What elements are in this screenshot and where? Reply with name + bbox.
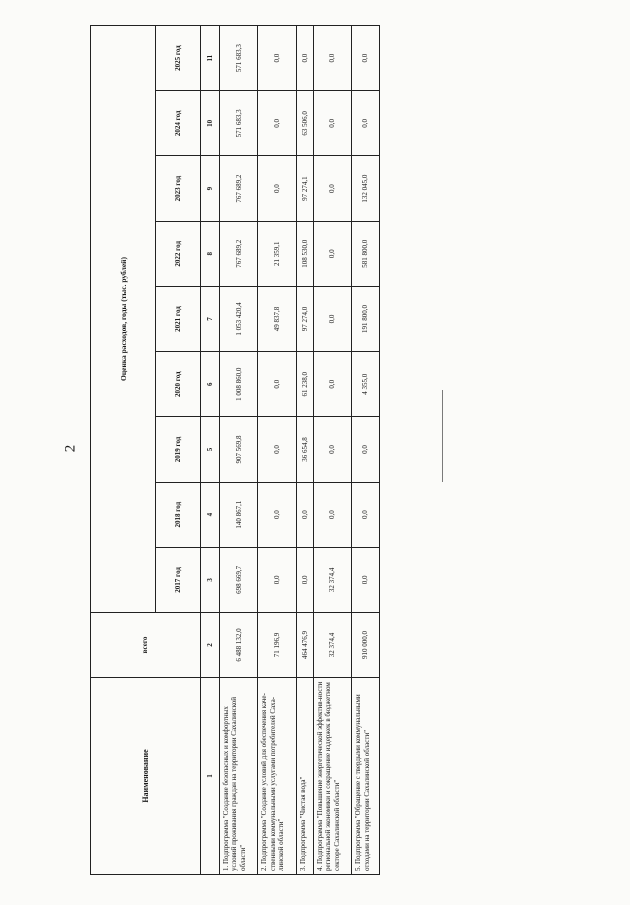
row-value: 0,0 [352,91,380,156]
row-value: 191 800,0 [352,286,380,351]
row-value: 0,0 [296,482,313,547]
row-value: 0,0 [313,417,351,482]
header-year: 2017 год [156,547,201,612]
row-value: 1 008 860,0 [220,352,258,417]
table-row [313,26,351,875]
row-value: 132 045,0 [352,156,380,221]
row-value: 581 800,0 [352,221,380,286]
header-column-number: 7 [201,286,220,351]
row-value: 767 689,2 [220,221,258,286]
header-year: 2018 год [156,482,201,547]
table-row [258,26,296,875]
header-year: 2020 год [156,352,201,417]
header-column-number: 3 [201,547,220,612]
row-value: 97 274,1 [296,156,313,221]
row-value: 0,0 [258,547,296,612]
budget-table-rotated [90,25,380,875]
row-value: 0,0 [296,547,313,612]
row-value: 0,0 [258,417,296,482]
row-value: 21 359,1 [258,221,296,286]
row-value: 0,0 [313,221,351,286]
row-value: 464 476,9 [296,613,313,678]
row-value: 0,0 [313,91,351,156]
header-column-number: 9 [201,156,220,221]
row-value: 571 683,3 [220,91,258,156]
header-year: 2023 год [156,156,201,221]
row-name: 1. Подпрограмма "Создание безопасных и комфортных условий проживания граждан на территории Сахалинской области" [220,678,258,875]
header-column-number: 6 [201,352,220,417]
table-row [296,26,313,875]
row-value: 61 238,0 [296,352,313,417]
header-year: 2022 год [156,221,201,286]
row-value: 0,0 [313,482,351,547]
header-column-number: 10 [201,91,220,156]
header-column-number: 5 [201,417,220,482]
row-value: 910 000,0 [352,613,380,678]
table-row [352,26,380,875]
page-number: 2 [62,444,79,453]
row-value: 6 488 132,0 [220,613,258,678]
row-value: 140 867,1 [220,482,258,547]
row-value: 0,0 [313,352,351,417]
row-value: 32 374,4 [313,547,351,612]
row-name: 4. Подпрограмма "Повышение энергетической эффектив-ности региональной экономики и сокращение издержек в бюджетном секторе Сахалинской области" [313,678,351,875]
row-value: 97 274,0 [296,286,313,351]
table-row [220,26,258,875]
row-value: 71 196,9 [258,613,296,678]
row-value: 571 683,3 [220,26,258,91]
header-year: 2021 год [156,286,201,351]
row-value: 0,0 [352,547,380,612]
scan-artifact-line [442,390,443,482]
row-value: 0,0 [296,26,313,91]
row-value: 49 837,8 [258,286,296,351]
row-value: 0,0 [352,26,380,91]
row-value: 0,0 [313,286,351,351]
row-value: 0,0 [258,482,296,547]
row-value: 108 530,0 [296,221,313,286]
header-column-number: 11 [201,26,220,91]
row-name: 5. Подпрограмма "Обращение с твердыми коммунальными отходами на территории Сахалинской области" [352,678,380,875]
row-value: 4 355,0 [352,352,380,417]
row-value: 0,0 [352,417,380,482]
row-value: 907 569,8 [220,417,258,482]
header-column-number: 1 [201,678,220,875]
header-estimate: Оценка расходов, годы (тыс. рублей) [91,26,156,613]
header-column-number: 4 [201,482,220,547]
row-value: 1 053 420,4 [220,286,258,351]
row-name: 3. Подпрограмма "Чистая вода" [296,678,313,875]
row-value: 63 506,0 [296,91,313,156]
row-value: 0,0 [258,26,296,91]
header-year: 2025 год [156,26,201,91]
row-value: 0,0 [258,156,296,221]
row-value: 767 689,2 [220,156,258,221]
header-year: 2024 год [156,91,201,156]
header-total: всего [91,613,201,678]
row-value: 0,0 [313,156,351,221]
row-value: 0,0 [258,352,296,417]
row-name: 2. Подпрограмма "Создание условий для обеспечения каче-ственными коммунальными услугами потребителей Саха-линской области" [258,678,296,875]
row-value: 36 654,8 [296,417,313,482]
header-name: Наименование [91,678,201,875]
row-value: 698 669,7 [220,547,258,612]
header-column-number: 8 [201,221,220,286]
header-year: 2019 год [156,417,201,482]
row-value: 0,0 [313,26,351,91]
header-column-number: 2 [201,613,220,678]
budget-table [90,25,380,875]
row-value: 32 374,4 [313,613,351,678]
row-value: 0,0 [258,91,296,156]
row-value: 0,0 [352,482,380,547]
